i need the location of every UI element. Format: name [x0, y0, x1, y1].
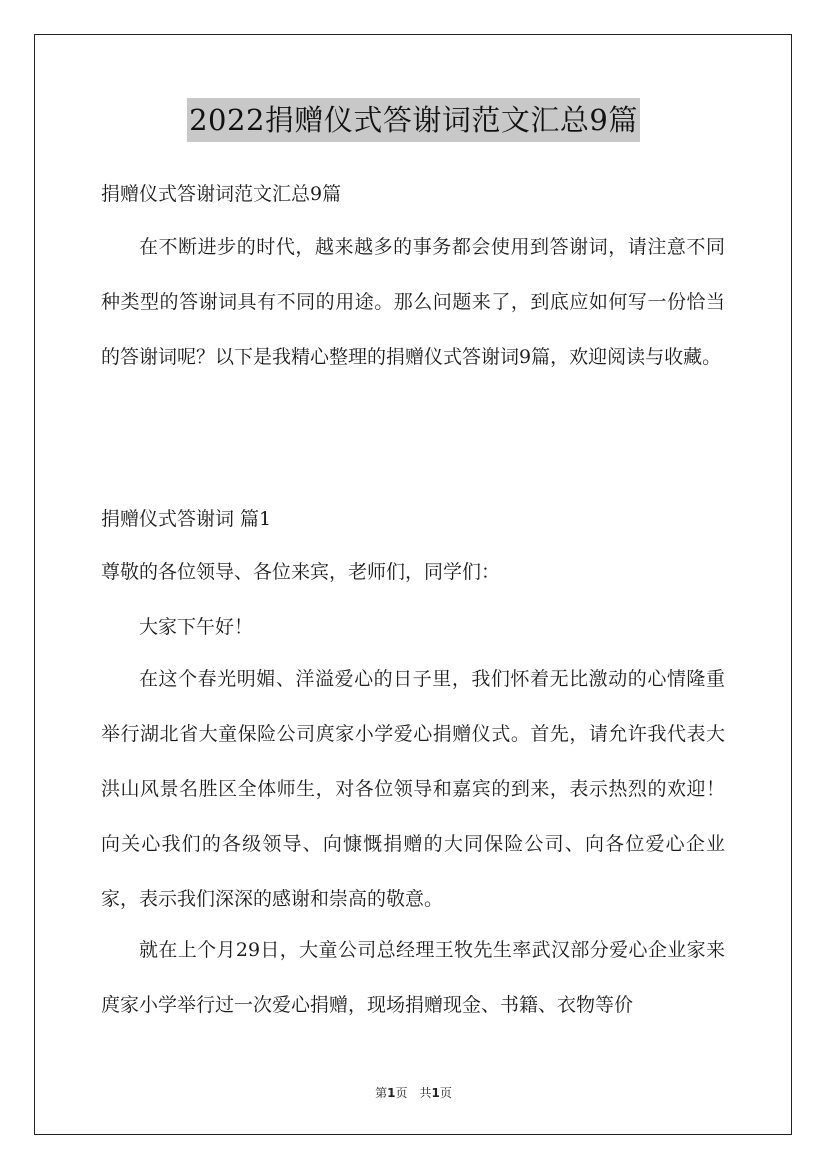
footer-suffix: 页	[439, 1086, 452, 1100]
page-footer	[0, 1084, 827, 1101]
title-wrap	[0, 98, 827, 142]
body-paragraph-2: 就在上个月29日，大童公司总经理王牧先生率武汉部分爱心企业家来庹家小学举行过一次爱心捐赠，现场捐赠现金、书籍、衣物等价	[101, 939, 725, 1016]
footer-mid: 页 共	[395, 1086, 432, 1100]
section-heading: 捐赠仪式答谢词 篇1	[101, 508, 272, 530]
footer-total-pages: 1	[431, 1086, 440, 1100]
footer-current-page: 1	[387, 1086, 396, 1100]
footer-prefix: 第	[375, 1086, 388, 1100]
salutation: 尊敬的各位领导、各位来宾，老师们，同学们：	[101, 561, 501, 583]
body-paragraph-1: 在这个春光明媚、洋溢爱心的日子里，我们怀着无比激动的心情隆重举行湖北省大童保险公司庹家小学爱心捐赠仪式。首先，请允许我代表大洪山风景名胜区全体师生，对各位领导和嘉宾的到来，表示热烈的欢迎！向关心我们的各级领导、向慷慨捐赠的大同保险公司、向各位爱心企业家，表示我们深深的感谢和崇高的敬意。	[101, 668, 725, 910]
intro-paragraph: 在不断进步的时代，越来越多的事务都会使用到答谢词，请注意不同种类型的答谢词具有不同的用途。那么问题来了，到底应如何写一份恰当的答谢词呢？以下是我精心整理的捐赠仪式答谢词9篇，欢迎阅读与收藏。	[101, 236, 725, 368]
greeting: 大家下午好！	[139, 616, 254, 638]
document-subtitle: 捐赠仪式答谢词范文汇总9篇	[101, 183, 342, 205]
document-title: 2022捐赠仪式答谢词范文汇总9篇	[187, 98, 640, 142]
